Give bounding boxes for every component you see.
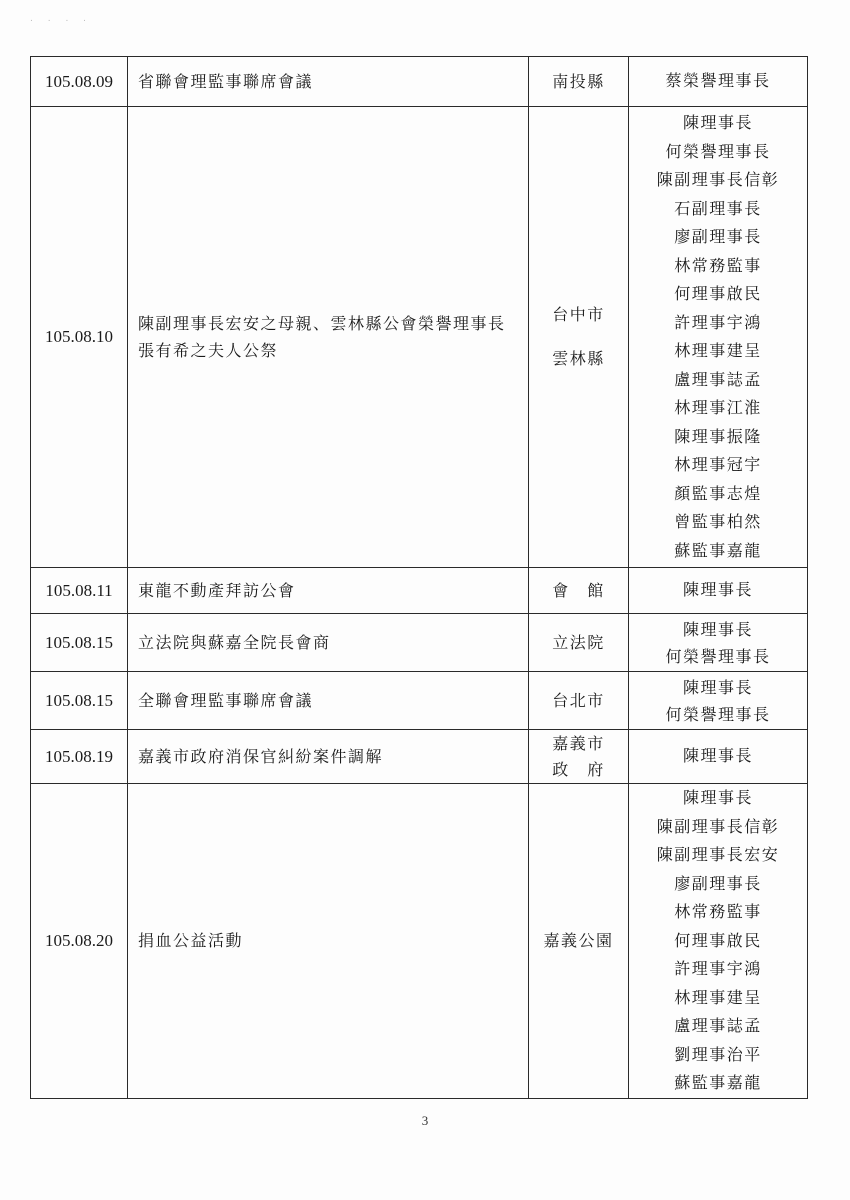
location-line: 嘉義市	[552, 733, 605, 753]
attendee-name: 顏監事志煌	[674, 483, 762, 503]
attendees-cell	[629, 672, 808, 730]
location-line: 雲林縣	[552, 349, 605, 368]
location-line: 台北市	[552, 690, 605, 710]
activity-table-body	[31, 57, 808, 1099]
location-cell	[529, 784, 629, 1099]
attendee-name: 何榮譽理事長	[665, 704, 771, 724]
attendee-name: 陳理事長	[682, 788, 753, 807]
event-cell: 全聯會理監事聯席會議	[128, 672, 529, 730]
attendee-name: 林常務監事	[674, 255, 762, 275]
attendee-name: 何榮譽理事長	[665, 646, 771, 666]
event-cell: 東龍不動產拜訪公會	[128, 568, 529, 614]
attendee-name: 蘇監事嘉龍	[674, 540, 762, 560]
attendee-name: 曾監事柏然	[674, 512, 762, 531]
attendee-name: 陳副理事長信彰	[656, 170, 780, 189]
attendees-cell	[629, 614, 808, 672]
attendees-cell	[629, 568, 808, 614]
table-row	[31, 107, 808, 568]
location-cell	[529, 614, 629, 672]
attendees-cell	[629, 730, 808, 784]
location-cell	[529, 57, 629, 107]
location-cell	[529, 730, 629, 784]
attendees-cell	[629, 784, 808, 1099]
location-cell	[529, 672, 629, 730]
location-line: 台中市	[552, 305, 605, 324]
attendee-name: 何榮譽理事長	[665, 141, 771, 161]
attendee-name: 陳理事長	[682, 746, 753, 766]
date-cell: 105.08.09	[31, 57, 128, 107]
attendee-name: 許理事宇鴻	[674, 312, 762, 332]
attendee-name: 石副理事長	[674, 198, 762, 218]
table-row	[31, 730, 808, 784]
attendee-name: 何理事啟民	[674, 930, 762, 950]
date-cell: 105.08.10	[31, 107, 128, 568]
attendee-name: 林理事建呈	[674, 341, 762, 360]
location-line: 政 府	[552, 759, 605, 779]
attendee-name: 蘇監事嘉龍	[674, 1073, 762, 1092]
attendee-name: 許理事宇鴻	[674, 959, 762, 978]
attendee-name: 林理事建呈	[674, 987, 762, 1007]
attendee-name: 蔡榮譽理事長	[665, 71, 771, 91]
attendees-cell	[629, 57, 808, 107]
attendee-name: 陳理事長	[682, 677, 753, 697]
attendee-name: 陳理事長	[682, 113, 753, 132]
table-row	[31, 568, 808, 614]
attendee-name: 陳理事長	[682, 619, 753, 639]
location-line: 南投縣	[552, 71, 605, 91]
attendee-name: 林理事冠宇	[674, 455, 762, 474]
event-cell: 立法院與蘇嘉全院長會商	[128, 614, 529, 672]
scan-marks: . . . .	[30, 14, 93, 24]
attendee-name: 陳副理事長信彰	[656, 816, 780, 836]
page-number: 3	[421, 1113, 429, 1128]
location-cell	[529, 107, 629, 568]
date-cell: 105.08.15	[31, 672, 128, 730]
event-cell: 省聯會理監事聯席會議	[128, 57, 529, 107]
attendee-name: 盧理事誌孟	[674, 1016, 762, 1035]
location-line: 立法院	[552, 632, 605, 652]
date-cell: 105.08.15	[31, 614, 128, 672]
location-cell	[529, 568, 629, 614]
table-row	[31, 614, 808, 672]
date-cell: 105.08.19	[31, 730, 128, 784]
event-cell: 陳副理事長宏安之母親、雲林縣公會榮譽理事長張有希之夫人公祭	[128, 107, 529, 568]
attendee-name: 林理事江淮	[674, 398, 762, 417]
attendee-name: 陳理事長	[682, 580, 753, 600]
attendee-name: 盧理事誌孟	[674, 369, 762, 389]
attendee-name: 陳理事振隆	[674, 426, 762, 446]
attendee-name: 何理事啟民	[674, 284, 762, 303]
attendees-cell	[629, 107, 808, 568]
attendee-name: 廖副理事長	[674, 227, 762, 246]
date-cell: 105.08.20	[31, 784, 128, 1099]
activity-table	[30, 56, 808, 1099]
date-cell: 105.08.11	[31, 568, 128, 614]
event-cell: 嘉義市政府消保官糾紛案件調解	[128, 730, 529, 784]
table-row	[31, 672, 808, 730]
event-cell: 捐血公益活動	[128, 784, 529, 1099]
attendee-name: 林常務監事	[674, 902, 762, 921]
attendee-name: 劉理事治平	[674, 1044, 762, 1064]
attendee-name: 陳副理事長宏安	[656, 845, 780, 864]
table-row	[31, 784, 808, 1099]
location-line: 嘉義公園	[543, 930, 614, 950]
location-line: 會 館	[552, 580, 605, 600]
attendee-name: 廖副理事長	[674, 873, 762, 893]
table-row	[31, 57, 808, 107]
